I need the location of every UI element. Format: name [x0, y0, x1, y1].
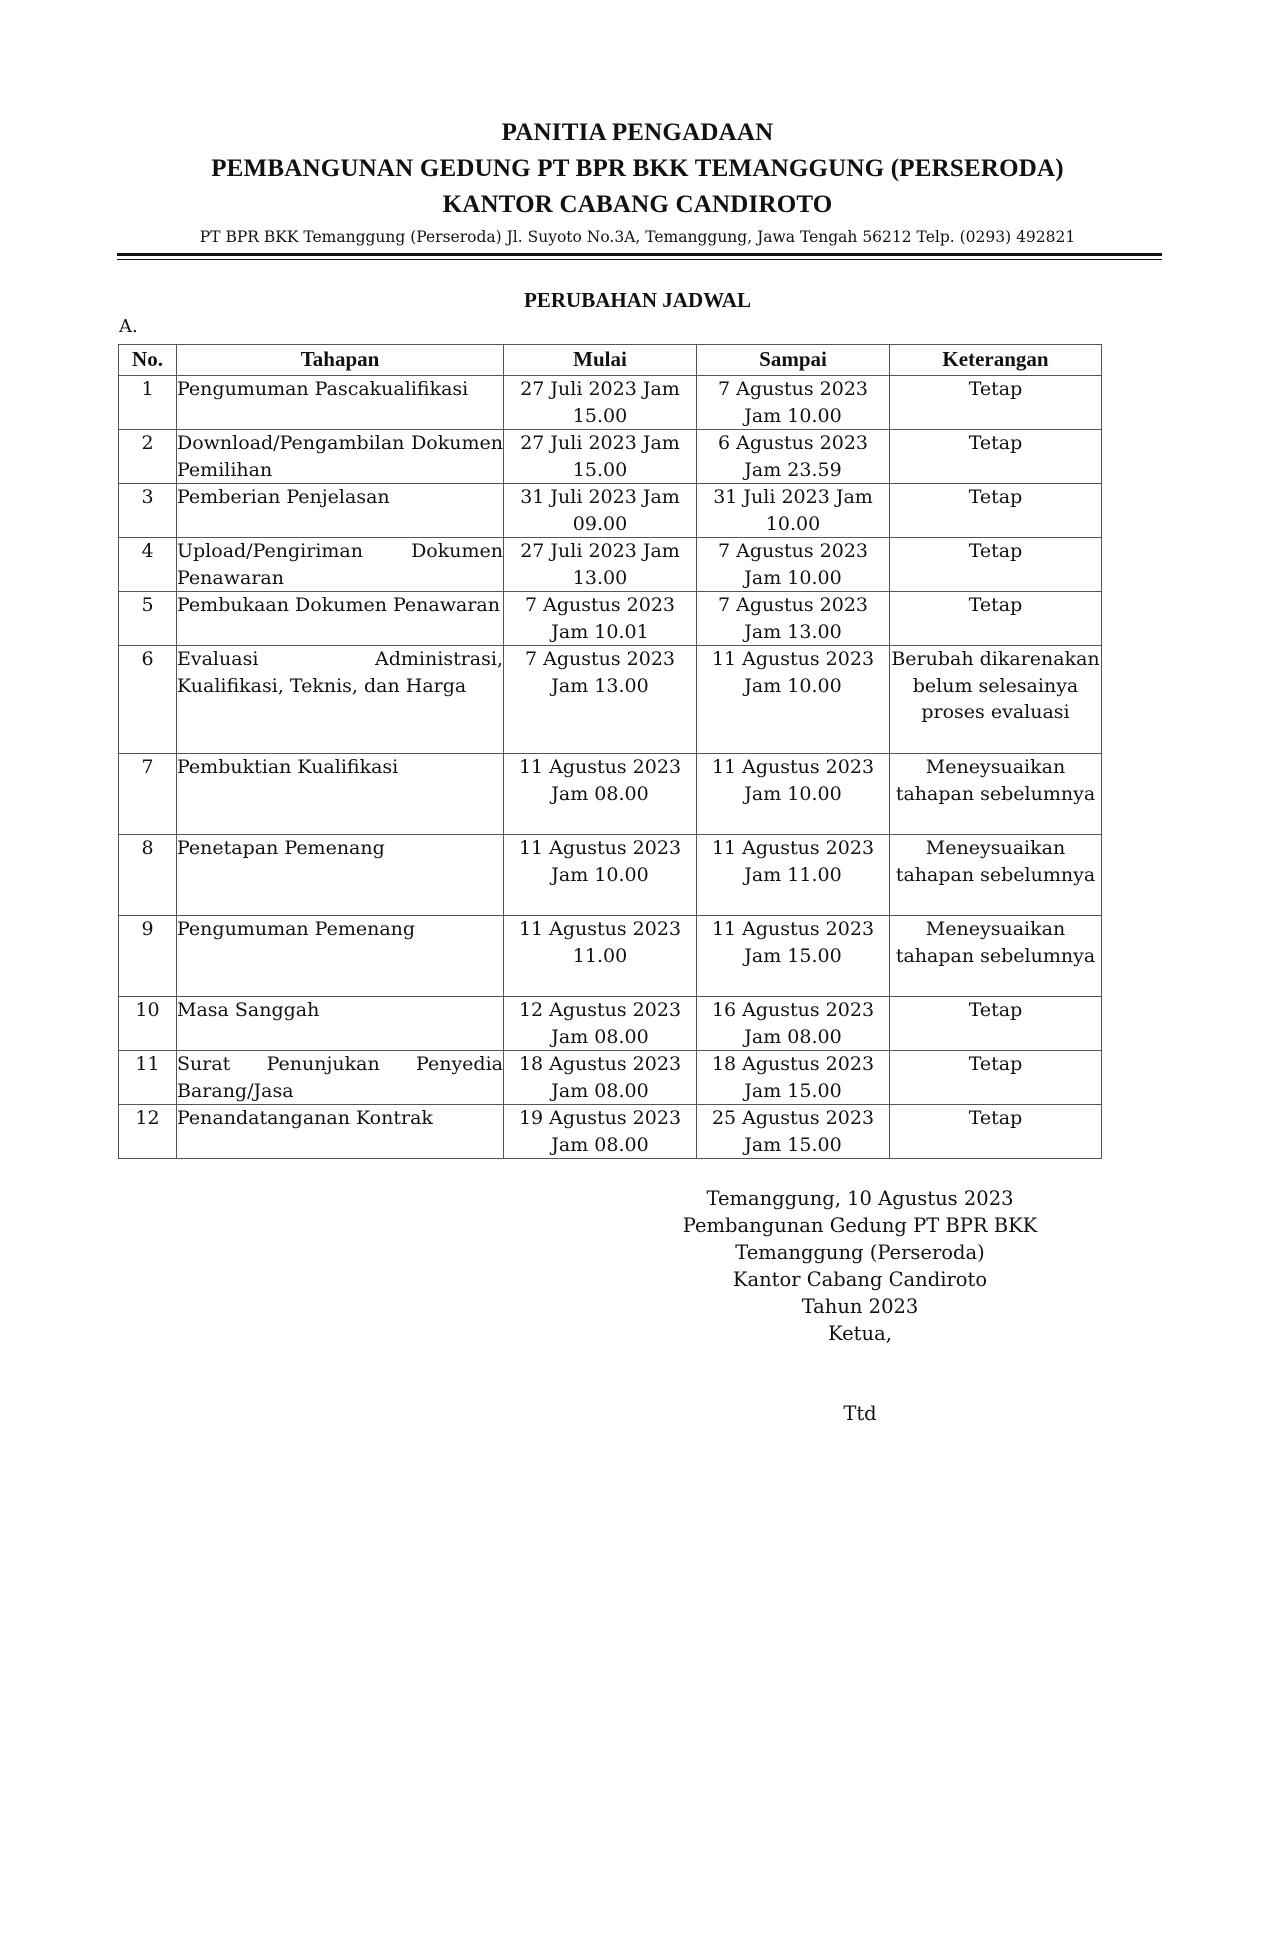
cell-no: 7 — [119, 754, 177, 835]
cell-keterangan: Tetap — [890, 430, 1102, 484]
mulai-line: Jam 08.00 — [551, 1025, 649, 1048]
sampai-line: 7 Agustus 2023 — [717, 540, 868, 562]
cell-sampai — [697, 538, 890, 592]
table-row — [119, 592, 1102, 646]
sampai-line: Jam 15.00 — [744, 1133, 842, 1156]
sampai-line: Jam 10.00 — [744, 404, 842, 427]
signature-org-line: Temanggung (Perseroda) — [735, 1241, 985, 1264]
mulai-line: 15.00 — [572, 404, 628, 427]
mulai-line: Jam 13.00 — [551, 674, 649, 697]
cell-sampai — [697, 835, 890, 916]
cell-sampai — [697, 916, 890, 997]
table-row — [119, 646, 1102, 754]
table-row — [119, 430, 1102, 484]
sampai-line: 25 Agustus 2023 — [711, 1107, 875, 1129]
cell-keterangan: Tetap — [890, 1051, 1102, 1105]
mulai-line: 11 Agustus 2023 — [518, 837, 682, 859]
cell-keterangan: Meneysuaikan tahapan sebelumnya — [890, 754, 1102, 835]
cell-sampai — [697, 1105, 890, 1159]
mulai-line: Jam 08.00 — [551, 1133, 649, 1156]
cell-sampai — [697, 646, 890, 754]
sampai-line: 18 Agustus 2023 — [711, 1053, 875, 1075]
cell-keterangan: Tetap — [890, 484, 1102, 538]
letterhead-rule-thick — [117, 253, 1162, 256]
cell-no: 11 — [119, 1051, 177, 1105]
cell-tahapan: Pemberian Penjelasan — [177, 484, 504, 538]
sampai-line: Jam 10.00 — [744, 674, 842, 697]
sampai-line: Jam 08.00 — [744, 1025, 842, 1048]
cell-tahapan: Pembuktian Kualifikasi — [177, 754, 504, 835]
sampai-line: 11 Agustus 2023 — [711, 756, 875, 778]
cell-no: 8 — [119, 835, 177, 916]
cell-keterangan: Berubah dikarenakan belum selesainya proses evaluasi — [890, 646, 1102, 754]
cell-no: 4 — [119, 538, 177, 592]
sampai-line: Jam 10.00 — [744, 566, 842, 589]
cell-mulai — [504, 1051, 697, 1105]
mulai-line: 15.00 — [572, 458, 628, 481]
cell-keterangan: Tetap — [890, 376, 1102, 430]
cell-no: 10 — [119, 997, 177, 1051]
sampai-line: Jam 15.00 — [744, 944, 842, 967]
cell-mulai — [504, 835, 697, 916]
cell-no: 6 — [119, 646, 177, 754]
header-sampai: Sampai — [697, 345, 890, 376]
cell-keterangan: Meneysuaikan tahapan sebelumnya — [890, 916, 1102, 997]
mulai-line: 31 Juli 2023 Jam — [520, 486, 680, 508]
signature-ttd: Ttd — [843, 1402, 877, 1425]
mulai-line: 27 Juli 2023 Jam — [520, 432, 680, 454]
cell-keterangan: Tetap — [890, 538, 1102, 592]
table-row — [119, 484, 1102, 538]
sampai-line: Jam 10.00 — [744, 782, 842, 805]
mulai-line: 11.00 — [572, 944, 628, 967]
cell-mulai — [504, 592, 697, 646]
cell-no: 12 — [119, 1105, 177, 1159]
branch-name: KANTOR CABANG CANDIROTO — [442, 191, 833, 218]
cell-tahapan: Download/Pengambilan Dokumen Pemilihan — [177, 430, 504, 484]
table-row — [119, 1105, 1102, 1159]
cell-no: 9 — [119, 916, 177, 997]
mulai-line: 11 Agustus 2023 — [518, 918, 682, 940]
sampai-line: Jam 11.00 — [744, 863, 842, 886]
mulai-line: 13.00 — [572, 566, 628, 589]
signature-role: Ketua, — [828, 1322, 892, 1345]
table-row — [119, 376, 1102, 430]
letterhead — [0, 115, 1275, 249]
cell-sampai — [697, 754, 890, 835]
table-row — [119, 754, 1102, 835]
cell-sampai — [697, 997, 890, 1051]
signature-org-line: Kantor Cabang Candiroto — [732, 1268, 988, 1291]
signature-place-date: Temanggung, 10 Agustus 2023 — [706, 1187, 1014, 1210]
cell-tahapan: Penetapan Pemenang — [177, 835, 504, 916]
mulai-line: 7 Agustus 2023 — [524, 594, 675, 616]
cell-sampai — [697, 484, 890, 538]
signature-org-line: Pembangunan Gedung PT BPR BKK — [682, 1214, 1038, 1237]
cell-sampai — [697, 430, 890, 484]
cell-no: 3 — [119, 484, 177, 538]
letterhead-address: PT BPR BKK Temanggung (Perseroda) Jl. Suyoto No.3A, Temanggung, Jawa Tengah 56212 Telp. (0293) 492821 — [199, 228, 1076, 246]
mulai-line: Jam 10.01 — [551, 620, 649, 643]
header-tahapan: Tahapan — [177, 345, 504, 376]
cell-no: 2 — [119, 430, 177, 484]
header-keterangan: Keterangan — [890, 345, 1102, 376]
cell-keterangan: Tetap — [890, 1105, 1102, 1159]
cell-tahapan: Pengumuman Pascakualifikasi — [177, 376, 504, 430]
table-row — [119, 997, 1102, 1051]
table-header-row — [119, 345, 1102, 376]
table-row — [119, 538, 1102, 592]
cell-mulai — [504, 430, 697, 484]
cell-keterangan: Meneysuaikan tahapan sebelumnya — [890, 835, 1102, 916]
cell-mulai — [504, 484, 697, 538]
cell-keterangan: Tetap — [890, 592, 1102, 646]
letterhead-rule-thin — [117, 259, 1162, 260]
cell-tahapan: Surat Penunjukan Penyedia Barang/Jasa — [177, 1051, 504, 1105]
schedule-table — [118, 344, 1102, 1159]
cell-no: 5 — [119, 592, 177, 646]
sampai-line: 10.00 — [765, 512, 821, 535]
cell-mulai — [504, 916, 697, 997]
cell-no: 1 — [119, 376, 177, 430]
sampai-line: Jam 23.59 — [744, 458, 842, 481]
cell-tahapan: Evaluasi Administrasi, Kualifikasi, Teknis, dan Harga — [177, 646, 504, 754]
cell-keterangan: Tetap — [890, 997, 1102, 1051]
project-name: PEMBANGUNAN GEDUNG PT BPR BKK TEMANGGUNG (PERSERODA) — [211, 155, 1064, 182]
cell-sampai — [697, 376, 890, 430]
mulai-line: 19 Agustus 2023 — [518, 1107, 682, 1129]
table-row — [119, 835, 1102, 916]
mulai-line: 7 Agustus 2023 — [524, 648, 675, 670]
cell-sampai — [697, 1051, 890, 1105]
cell-sampai — [697, 592, 890, 646]
sampai-line: 11 Agustus 2023 — [711, 648, 875, 670]
mulai-line: 11 Agustus 2023 — [518, 756, 682, 778]
mulai-line: 09.00 — [572, 512, 628, 535]
sampai-line: 11 Agustus 2023 — [711, 837, 875, 859]
sampai-line: Jam 13.00 — [744, 620, 842, 643]
table-row — [119, 1051, 1102, 1105]
mulai-line: 18 Agustus 2023 — [518, 1053, 682, 1075]
cell-mulai — [504, 754, 697, 835]
table-row — [119, 916, 1102, 997]
sampai-line: 16 Agustus 2023 — [711, 999, 875, 1021]
header-mulai: Mulai — [504, 345, 697, 376]
cell-mulai — [504, 376, 697, 430]
cell-mulai — [504, 1105, 697, 1159]
cell-tahapan: Penandatanganan Kontrak — [177, 1105, 504, 1159]
cell-tahapan: Upload/Pengiriman Dokumen Penawaran — [177, 538, 504, 592]
sampai-line: 7 Agustus 2023 — [717, 378, 868, 400]
mulai-line: 27 Juli 2023 Jam — [520, 378, 680, 400]
cell-mulai — [504, 646, 697, 754]
schedule-table-body — [119, 376, 1102, 1159]
sampai-line: 6 Agustus 2023 — [717, 432, 868, 454]
signature-block — [640, 1185, 1080, 1427]
cell-tahapan: Masa Sanggah — [177, 997, 504, 1051]
section-label: A. — [119, 316, 138, 337]
cell-tahapan: Pengumuman Pemenang — [177, 916, 504, 997]
cell-mulai — [504, 997, 697, 1051]
sampai-line: 31 Juli 2023 Jam — [713, 486, 873, 508]
document-title: PERUBAHAN JADWAL — [524, 288, 751, 312]
cell-tahapan: Pembukaan Dokumen Penawaran — [177, 592, 504, 646]
cell-mulai — [504, 538, 697, 592]
committee-name: PANITIA PENGADAAN — [501, 119, 774, 146]
mulai-line: Jam 08.00 — [551, 1079, 649, 1102]
sampai-line: Jam 15.00 — [744, 1079, 842, 1102]
mulai-line: Jam 08.00 — [551, 782, 649, 805]
header-no: No. — [119, 345, 177, 376]
mulai-line: 27 Juli 2023 Jam — [520, 540, 680, 562]
signature-org-line: Tahun 2023 — [801, 1295, 919, 1318]
sampai-line: 7 Agustus 2023 — [717, 594, 868, 616]
sampai-line: 11 Agustus 2023 — [711, 918, 875, 940]
mulai-line: Jam 10.00 — [551, 863, 649, 886]
mulai-line: 12 Agustus 2023 — [518, 999, 682, 1021]
